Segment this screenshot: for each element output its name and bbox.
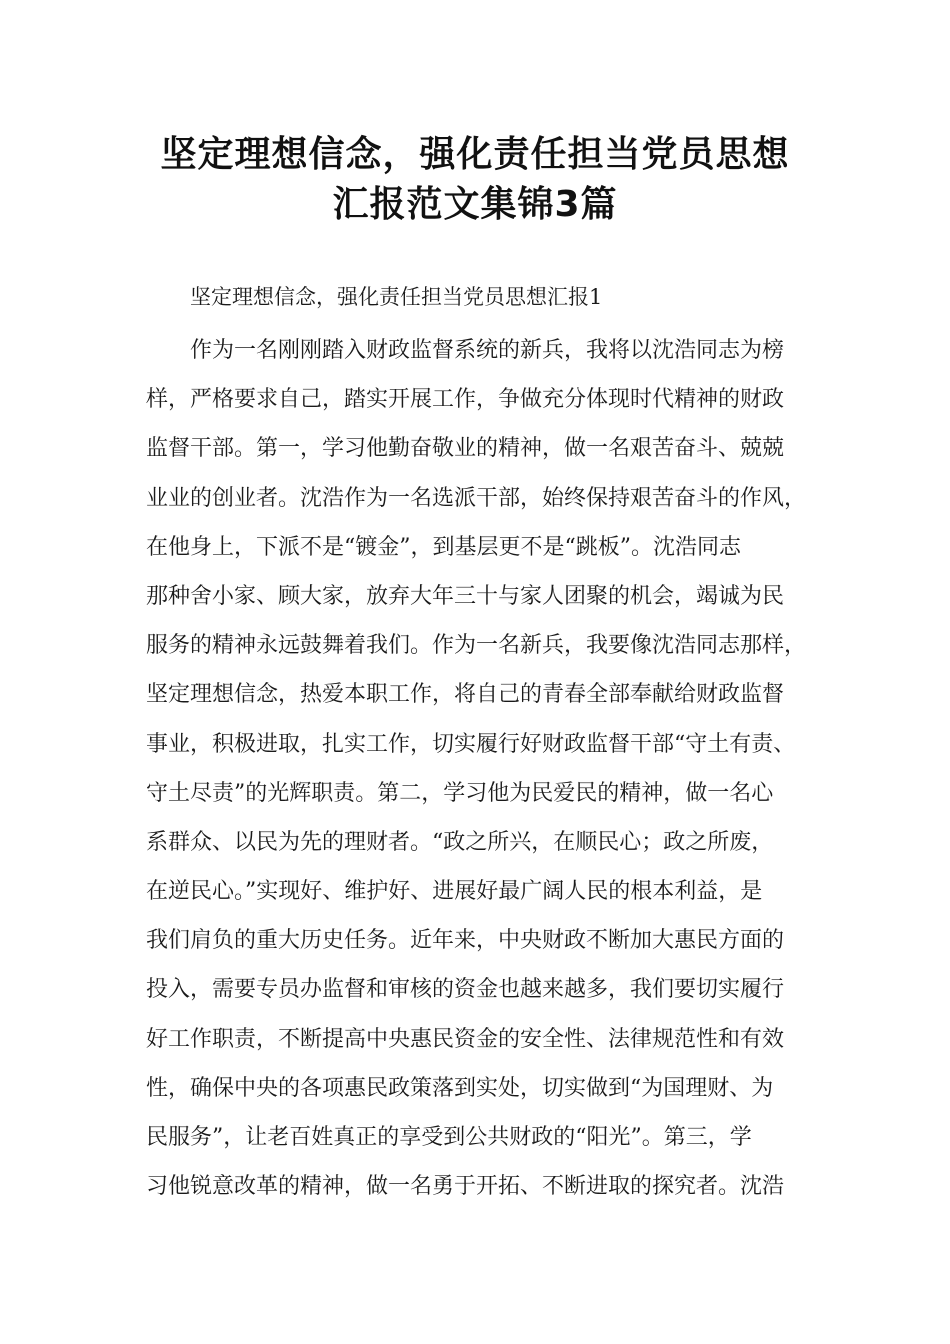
body-line: 习他锐意改革的精神，做一名勇于开拓、不断进取的探究者。沈浩 [146, 1174, 785, 1200]
body-line: 业业的创业者。沈浩作为一名选派干部，始终保持艰苦奋斗的作风， [146, 485, 807, 511]
body-line: 好工作职责，不断提高中央惠民资金的安全性、法律规范性和有效 [146, 1026, 785, 1052]
body-line: 那种舍小家、顾大家，放弃大年三十与家人团聚的机会，竭诚为民 [146, 583, 785, 609]
body-line: 服务的精神永远鼓舞着我们。作为一名新兵，我要像沈浩同志那样， [146, 633, 807, 659]
body-line: 守土尽责”的光辉职责。第二，学习他为民爱民的精神，做一名心 [146, 780, 774, 806]
document-title-line-2: 汇报范文集锦3篇 [332, 184, 618, 225]
body-line: 在逆民心。”实现好、维护好、进展好最广阔人民的根本利益，是 [146, 879, 763, 905]
body-line: 系群众、以民为先的理财者。“政之所兴，在顺民心；政之所废， [146, 829, 774, 855]
document-title-line-1: 坚定理想信念，强化责任担当党员思想 [160, 134, 790, 175]
body-line: 在他身上，下派不是“镀金”，到基层更不是“跳板”。沈浩同志 [146, 534, 741, 560]
section-heading: 坚定理想信念，强化责任担当党员思想汇报1 [190, 285, 603, 309]
body-line: 事业，积极进取，扎实工作，切实履行好财政监督干部“守土有责、 [146, 731, 796, 757]
body-line: 监督干部。第一，学习他勤奋敬业的精神，做一名艰苦奋斗、兢兢 [146, 436, 785, 462]
body-line: 作为一名刚刚踏入财政监督系统的新兵，我将以沈浩同志为榜 [190, 338, 785, 363]
body-line: 投入，需要专员办监督和审核的资金也越来越多，我们要切实履行 [146, 977, 785, 1003]
body-line: 民服务”，让老百姓真正的享受到公共财政的“阳光”。第三，学 [146, 1125, 752, 1150]
body-line: 性，确保中央的各项惠民政策落到实处，切实做到“为国理财、为 [146, 1075, 774, 1101]
body-line: 样，严格要求自己，踏实开展工作，争做充分体现时代精神的财政 [146, 387, 785, 413]
body-paragraph [146, 335, 826, 1220]
body-line: 坚定理想信念，热爱本职工作，将自己的青春全部奉献给财政监督 [146, 682, 785, 708]
body-line: 我们肩负的重大历史任务。近年来，中央财政不断加大惠民方面的 [146, 928, 785, 954]
